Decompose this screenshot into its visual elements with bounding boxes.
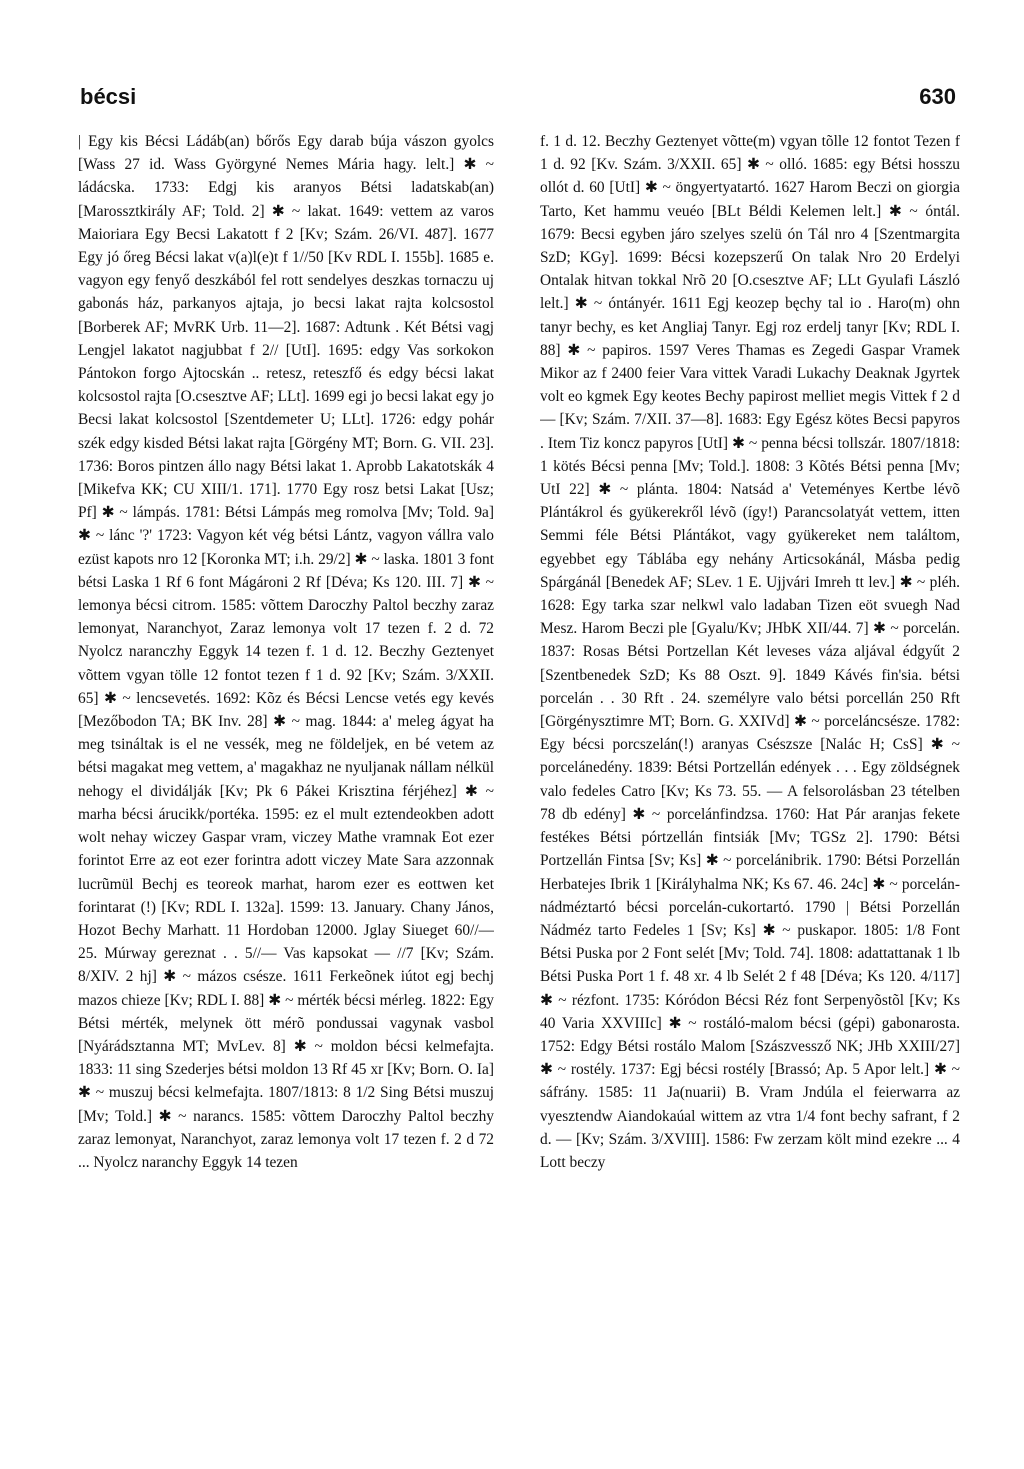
page-number: 630 bbox=[919, 84, 956, 109]
left-column bbox=[78, 130, 494, 1460]
right-column bbox=[540, 130, 960, 1460]
running-head-word: bécsi bbox=[80, 84, 137, 109]
page-header bbox=[80, 84, 956, 114]
left-column-text: | Egy kis Bécsi Ládáb(an) bőrős Egy darab búja vászon gyolcs [Wass 27 id. Wass Györgyné Nemes Mária hagy. lelt.] ✱ ~ ládácska. 1733: Edgj kis aranyos Bétsi ladatskab(an) [Marossztkirály AF; Told. 2] ✱ ~ lakat. 1649: vettem az varos Maioriara Egy Becsi Lakatott f 2 [Kv; Szám. 26/VI. 487]. 1677 Egy jó őreg Bécsi lakat v(a)l(e)t f 1//50 [Kv RDL I. 155b]. 1685 e. vagyon egy fenyő deszkából fel rott sendelyes deszkas tornaczu uj gabonás ház, parkanyos ajtaja, jo becsi lakat rajta kolcsostol [Borberek AF; MvRK Urb. 11—2]. 1687: Adtunk . Két Bétsi vagj Lengjel lakatot nagjubbat f 2// [UtI]. 1695: edgy Vas sorkokon Pántokon forgo Ajtocskán .. retesz, reteszfő és edgy bécsi lakat kolcsostol rajta [O.csesztve AF; LLt]. 1699 egi jo becsi lakat egy jo Becsi lakat kolcsostol [Szentdemeter U; LLt]. 1726: edgy pohár szék edgy kisded Bétsi lakat rajta [Görgény MT; Born. G. VII. 23]. 1736: Boros pintzen állo nagy Bétsi lakat 1. Aprobb Lakatotskák 4 [Mikefva KK; CU XIII/1. 171]. 1770 Egy rosz betsi Lakat [Usz; Pf] ✱ ~ lámpás. 1781: Bétsi Lámpás meg romolva [Mv; Told. 9a] ✱ ~ lánc '?' 1723: Vagyon két vég bétsi Lántz, vagyon vállra valo ezüst kapots nro 12 [Koronka MT; i.h. 29/2] ✱ ~ laska. 1801 3 font bétsi Laska 1 Rf 6 font Mágároni 2 Rf [Déva; Ks 120. III. 7] ✱ ~ lemonya bécsi citrom. 1585: võttem Daroczhy Paltol beczhy zaraz lemonyat, Naranchyot, Zaraz lemonya volt 17 tezen f. 2 d. 72 Nyolcz naranczhy Eggyk 14 tezen f. 1 d. 12. Beczhy Geztenyet võttem vgyan tölle 12 fontot tezen f 1 d. 92 [Kv; Szám. 3/XXII. 65] ✱ ~ lencsevetés. 1692: Kõz és Bécsi Lencse vetés egy kevés [Mezőbodon TA; BK Inv. 28] ✱ ~ mag. 1844: a' meleg ágyat ha meg tsináltak is el ne vessék, meg ne földeljek, en bé vetem az bétsi magakat meg vettem, a' magakhaz ne nyuljanak nállam nélkül nehogy el dividálják [Kv; Pk 6 Pákei Krisztina férjéhez] ✱ ~ marha bécsi árucikk/portéka. 1595: ez el mult eztendeokben adott wolt nehay wiczey Gaspar vram, viczey Mathe vramnak Eot ezer forintot Erre az eot ezer forintra adott viczey Mate Sara azzonnak lucrũmül Bechj es teoreok marhat, harom ezer es eottwen ket forintarat (!) [Kv; RDL I. 132a]. 1599: 13. January. Chany János, Hozot Bechy Marhatt. 11 Hordoban 12000. Jglay Siueget 60//—25. Múrway gereznat . . 5//— Vas kapsokat — //7 [Kv; Szám. 8/XIV. 2 hj] ✱ ~ mázos csésze. 1611 Ferkeõnek iútot egj bechj mazos chieze [Kv; RDL I. 88] ✱ ~ mérték bécsi mérleg. 1822: Egy Bétsi mérték, melynek ött mérõ pondussai vagynak vasbol [Nyárádsztanna MT; MvLev. 8] ✱ ~ moldon bécsi kelmefajta. 1833: 11 sing Szederjes bétsi moldon 13 Rf 45 xr [Kv; Born. O. Ia] ✱ ~ muszuj bécsi kelmefajta. 1807/1813: 8 1/2 Sing Bétsi muszuj [Mv; Told.] ✱ ~ narancs. 1585: võttem Daroczhy Paltol beczhy zaraz lemonyat, Naranchyot, zaraz lemonya volt 17 tezen f. 2 d 72 ... Nyolcz naranchy Eggyk 14 tezen bbox=[78, 133, 494, 1171]
right-column-text: f. 1 d. 12. Beczhy Geztenyet võtte(m) vgyan tõlle 12 fontot Tezen f 1 d. 92 [Kv. Szám. 3/XXII. 65] ✱ ~ olló. 1685: egy Bétsi hosszu ollót d. 60 [UtI] ✱ ~ öngyertyatartó. 1627 Harom Beczi on giorgia Tarto, Ket hammu veuéo [BLt Béldi Kelemen lelt.] ✱ ~ óntál. 1679: Becsi egyben járo szelyes szelü ón Tál nro 4 [Szentmargita SzD; KGy]. 1699: Bécsi kozepszerű On talak Nro 20 Erdelyi Ontalak hitvan tokkal Nrõ 20 [O.csesztve AF; LLt Gyulafi László lelt.] ✱ ~ óntányér. 1611 Egj keozep bęchy tal io . Haro(m) ohn tanyr bechy, es ket Angliaj Tanyr. Egj roz erdelj tanyr [Kv; RDL I. 88] ✱ ~ papiros. 1597 Veres Thamas es Zegedi Gaspar Vramek Mikor az f 2400 feier Vara vittek Varadi Lukachy Deaknak Jgyrtek volt eo kgmek Egy keotes Bechy papirost melliet megis Vittek f 2 d — [Kv; Szám. 7/XII. 37—8]. 1683: Egy Egész kötes Becsi papyros . Item Tiz koncz papyros [UtI] ✱ ~ penna bécsi tollszár. 1807/1818: 1 kötés Bécsi penna [Mv; Told.]. 1808: 3 Kõtés Bétsi penna [Mv; UtI 22] ✱ ~ plánta. 1804: Natsád a' Veteményes Kertbe lévõ Plántákrol és gyükerekről lévõ (így!) Parancsolatyát vettem, itten Semmi féle Bétsi Plántákot, vagy gyükereket nem találtom, egyebbet egy Táblába egy nehány Articsokánál, Másba pedig Spárgánál [Benedek AF; SLev. 1 E. Ujjvári Imreh tt lev.] ✱ ~ pléh. 1628: Egy tarka szar nelkwl valo ladaban Tizen eöt svuegh Nad Mesz. Harom Beczi ple [Gyalu/Kv; JHbK XII/44. 7] ✱ ~ porcelán. 1837: Rosas Bétsi Portzellan Két leveses váza aljával édgyűt 2 [Szentbenedek SzD; Ks 88 Oszt. 9]. 1849 Kávés fin'sia. bétsi porcelán . . 30 Rft . 24. személyre valo bétsi porcellán 250 Rft [Görgényszt​imre MT; Born. G. XXIVd] ✱ ~ porcelánc​sésze. 1782: Egy bécsi porcszelán(!) aranyas Csészsze [Nalác H; CsS] ✱ ~ porcelánedény. 1839: Bétsi Portzellán edények . . . Egy zöldségnek valo fedeles Catro [Kv; Ks 73. 55. — A felsorolásban 23 tételben 78 db edény] ✱ ~ porcelánfindzsa. 1760: Hat Pár aranjas fekete festékes Bétsi pórtzellán fintsiák [Mv; TGSz 2]. 1790: Bétsi Portzellán Fintsa [Sv; Ks] ✱ ~ porcelánibrik. 1790: Bétsi Porzellán Herbatejes Ibrik 1 [Királyhalma NK; Ks 67. 46. 24c] ✱ ~ porcelán-nádmé​ztartó bécsi porcelán-cukortartó. 1790 | Bétsi Porzellán Nádméz tarto Fedeles 1 [Sv; Ks] ✱ ~ puskapor. 1805: 1/8 Font Bétsi Puska por 2 Font selét [Mv; Told. 74]. 1808: adattattanak 1 lb Bétsi Puska Port 1 f. 48 xr. 4 lb Selét 2 f 48 [Déva; Ks 120. 4/117] ✱ ~ rézfont. 1735: Kóródon Bécsi Réz font Serpenyõstõl [Kv; Ks 40 Varia XXVIIIc] ✱ ~ rostáló-malom bécsi (gépi) gabonarosta. 1752: Edgy Bétsi rostálo Malom [Szászvessző NK; JHb XXIII/27] ✱ ~ rostély. 1737: Egj bécsi rostély [Brassó; Ap. 5 Apor lelt.] ✱ ~ sáfrány. 1585: 11 Ja(nuarii) B. Vram Jndúla el feierwarra az vyesztendw Aiandokaúal wittem az vtra 1/4 font bechy safrant, f 2 d. — [Kv; Szám. 3/XVIII]. 1586: Fw zerzam költ mind ezekre ... 4 Lott beczy bbox=[540, 133, 960, 1171]
